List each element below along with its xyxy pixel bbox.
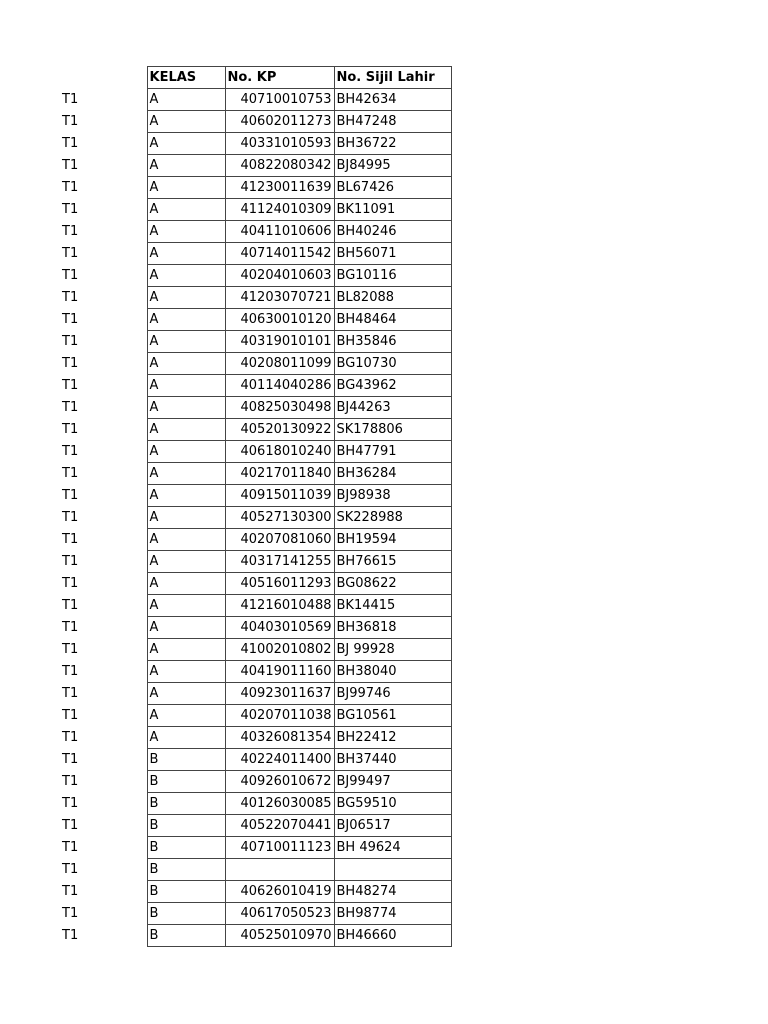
kelas-cell[interactable]: A (147, 89, 225, 111)
no-kp-cell[interactable]: 41216010488 (225, 595, 334, 617)
no-kp-cell[interactable]: 40516011293 (225, 573, 334, 595)
table-row (60, 463, 451, 485)
tingkatan-cell[interactable]: T1 (62, 906, 79, 921)
student-table (60, 66, 452, 947)
tingkatan-cell[interactable]: T1 (62, 312, 79, 327)
no-kp-cell[interactable]: 41002010802 (225, 639, 334, 661)
table-row (60, 353, 451, 375)
header-kelas[interactable]: KELAS (147, 67, 225, 89)
no-kp-cell[interactable]: 40714011542 (225, 243, 334, 265)
no-sijil-lahir-cell[interactable]: BH47248 (334, 111, 451, 133)
table-body (60, 67, 451, 947)
no-kp-cell[interactable]: 40923011637 (225, 683, 334, 705)
kelas-cell[interactable]: A (147, 111, 225, 133)
tingkatan-cell[interactable]: T1 (62, 818, 79, 833)
no-sijil-lahir-cell[interactable] (334, 859, 451, 881)
no-sijil-lahir-cell[interactable]: BG10730 (334, 353, 451, 375)
no-kp-cell[interactable]: 40326081354 (225, 727, 334, 749)
tingkatan-cell[interactable]: T1 (62, 642, 79, 657)
table-row (60, 595, 451, 617)
tingkatan-cell[interactable]: T1 (62, 620, 79, 635)
no-sijil-lahir-cell[interactable]: BG59510 (334, 793, 451, 815)
kelas-cell[interactable]: A (147, 485, 225, 507)
no-sijil-lahir-cell[interactable]: BH35846 (334, 331, 451, 353)
kelas-cell[interactable]: B (147, 903, 225, 925)
kelas-cell[interactable]: B (147, 815, 225, 837)
tingkatan-cell[interactable]: T1 (62, 422, 79, 437)
kelas-cell[interactable]: A (147, 727, 225, 749)
no-sijil-lahir-cell[interactable]: BG08622 (334, 573, 451, 595)
table-row (60, 419, 451, 441)
table-row (60, 265, 451, 287)
kelas-cell[interactable]: A (147, 683, 225, 705)
kelas-cell[interactable]: A (147, 617, 225, 639)
no-kp-cell[interactable]: 40114040286 (225, 375, 334, 397)
no-kp-cell[interactable]: 40317141255 (225, 551, 334, 573)
no-sijil-lahir-cell[interactable]: BH36818 (334, 617, 451, 639)
no-sijil-lahir-cell[interactable]: BH98774 (334, 903, 451, 925)
kelas-cell[interactable]: A (147, 551, 225, 573)
table-row (60, 683, 451, 705)
no-kp-cell[interactable]: 40522070441 (225, 815, 334, 837)
kelas-cell[interactable]: A (147, 375, 225, 397)
tingkatan-cell[interactable]: T1 (62, 356, 79, 371)
kelas-cell[interactable]: A (147, 331, 225, 353)
tingkatan-cell[interactable]: T1 (62, 752, 79, 767)
table-row (60, 771, 451, 793)
no-kp-cell[interactable]: 40411010606 (225, 221, 334, 243)
no-sijil-lahir-cell[interactable]: BJ99746 (334, 683, 451, 705)
kelas-cell[interactable]: A (147, 441, 225, 463)
table-row (60, 837, 451, 859)
no-sijil-lahir-cell[interactable]: BH48464 (334, 309, 451, 331)
no-sijil-lahir-cell[interactable]: BL82088 (334, 287, 451, 309)
tingkatan-cell[interactable]: T1 (62, 246, 79, 261)
kelas-cell[interactable]: A (147, 177, 225, 199)
no-kp-cell[interactable]: 40204010603 (225, 265, 334, 287)
no-sijil-lahir-cell[interactable]: BH42634 (334, 89, 451, 111)
tingkatan-cell[interactable]: T1 (62, 158, 79, 173)
table-row (60, 221, 451, 243)
kelas-cell[interactable]: A (147, 265, 225, 287)
kelas-cell[interactable]: A (147, 309, 225, 331)
table-row (60, 793, 451, 815)
table-row (60, 639, 451, 661)
no-kp-cell[interactable]: 40126030085 (225, 793, 334, 815)
no-sijil-lahir-cell[interactable]: BK14415 (334, 595, 451, 617)
tingkatan-cell[interactable]: T1 (62, 686, 79, 701)
table-row (60, 573, 451, 595)
tingkatan-cell[interactable]: T1 (62, 840, 79, 855)
tingkatan-cell[interactable]: T1 (62, 92, 79, 107)
no-sijil-lahir-cell[interactable]: BH 49624 (334, 837, 451, 859)
no-sijil-lahir-cell[interactable]: SK178806 (334, 419, 451, 441)
kelas-cell[interactable]: A (147, 705, 225, 727)
tingkatan-cell[interactable]: T1 (62, 114, 79, 129)
no-kp-cell[interactable]: 40403010569 (225, 617, 334, 639)
no-kp-cell[interactable]: 40208011099 (225, 353, 334, 375)
no-kp-cell[interactable] (225, 859, 334, 881)
no-kp-cell[interactable]: 40419011160 (225, 661, 334, 683)
no-sijil-lahir-cell[interactable]: BH19594 (334, 529, 451, 551)
no-sijil-lahir-cell[interactable]: BJ 99928 (334, 639, 451, 661)
no-sijil-lahir-cell[interactable]: BH48274 (334, 881, 451, 903)
kelas-cell[interactable]: B (147, 881, 225, 903)
kelas-cell[interactable]: A (147, 507, 225, 529)
tingkatan-cell[interactable]: T1 (62, 378, 79, 393)
tingkatan-cell[interactable]: T1 (62, 598, 79, 613)
kelas-cell[interactable]: B (147, 859, 225, 881)
kelas-cell[interactable]: A (147, 221, 225, 243)
no-kp-cell[interactable]: 40617050523 (225, 903, 334, 925)
no-kp-cell[interactable]: 40926010672 (225, 771, 334, 793)
no-sijil-lahir-cell[interactable]: BH47791 (334, 441, 451, 463)
table-row (60, 397, 451, 419)
no-kp-cell[interactable]: 40626010419 (225, 881, 334, 903)
kelas-cell[interactable]: A (147, 155, 225, 177)
no-sijil-lahir-cell[interactable]: BJ98938 (334, 485, 451, 507)
tingkatan-cell[interactable]: T1 (62, 928, 79, 943)
table-row (60, 551, 451, 573)
tingkatan-cell[interactable]: T1 (62, 466, 79, 481)
tingkatan-cell[interactable]: T1 (62, 268, 79, 283)
no-sijil-lahir-cell[interactable]: BL67426 (334, 177, 451, 199)
header-no-sijil-lahir[interactable]: No. Sijil Lahir (334, 67, 451, 89)
kelas-cell[interactable]: B (147, 925, 225, 947)
tingkatan-cell[interactable]: T1 (62, 136, 79, 151)
table-row (60, 287, 451, 309)
tingkatan-cell[interactable]: T1 (62, 224, 79, 239)
table-row (60, 859, 451, 881)
tingkatan-cell[interactable]: T1 (62, 884, 79, 899)
no-sijil-lahir-cell[interactable]: BK11091 (334, 199, 451, 221)
tingkatan-cell[interactable]: T1 (62, 334, 79, 349)
tingkatan-cell[interactable]: T1 (62, 708, 79, 723)
tingkatan-cell[interactable]: T1 (62, 400, 79, 415)
no-sijil-lahir-cell[interactable]: SK228988 (334, 507, 451, 529)
tingkatan-cell[interactable]: T1 (62, 774, 79, 789)
table-row (60, 727, 451, 749)
no-kp-cell[interactable]: 40207081060 (225, 529, 334, 551)
kelas-cell[interactable]: A (147, 397, 225, 419)
table-row (60, 155, 451, 177)
table-row (60, 881, 451, 903)
tingkatan-cell[interactable]: T1 (62, 730, 79, 745)
tingkatan-cell[interactable]: T1 (62, 488, 79, 503)
no-kp-cell[interactable]: 40527130300 (225, 507, 334, 529)
no-kp-cell[interactable]: 40630010120 (225, 309, 334, 331)
no-sijil-lahir-cell[interactable]: BH46660 (334, 925, 451, 947)
kelas-cell[interactable]: A (147, 463, 225, 485)
table-row (60, 705, 451, 727)
kelas-cell[interactable]: A (147, 133, 225, 155)
tingkatan-cell[interactable]: T1 (62, 554, 79, 569)
table-row (60, 199, 451, 221)
tingkatan-cell[interactable]: T1 (62, 796, 79, 811)
no-kp-cell[interactable]: 40224011400 (225, 749, 334, 771)
kelas-cell[interactable]: A (147, 419, 225, 441)
no-kp-cell[interactable]: 40217011840 (225, 463, 334, 485)
table-row (60, 661, 451, 683)
no-kp-cell[interactable]: 40602011273 (225, 111, 334, 133)
table-row (60, 749, 451, 771)
table-row (60, 111, 451, 133)
tingkatan-cell[interactable]: T1 (62, 664, 79, 679)
no-sijil-lahir-cell[interactable]: BG10116 (334, 265, 451, 287)
no-sijil-lahir-cell[interactable]: BJ44263 (334, 397, 451, 419)
no-sijil-lahir-cell[interactable]: BH22412 (334, 727, 451, 749)
no-kp-cell[interactable]: 40710010753 (225, 89, 334, 111)
no-sijil-lahir-cell[interactable]: BJ06517 (334, 815, 451, 837)
no-kp-cell[interactable]: 41230011639 (225, 177, 334, 199)
kelas-cell[interactable]: A (147, 287, 225, 309)
kelas-cell[interactable]: A (147, 595, 225, 617)
no-sijil-lahir-cell[interactable]: BH56071 (334, 243, 451, 265)
table-row (60, 925, 451, 947)
no-sijil-lahir-cell[interactable]: BH40246 (334, 221, 451, 243)
kelas-cell[interactable]: B (147, 749, 225, 771)
table-row (60, 529, 451, 551)
table-row (60, 133, 451, 155)
no-kp-cell[interactable]: 41203070721 (225, 287, 334, 309)
table-row (60, 375, 451, 397)
no-sijil-lahir-cell[interactable]: BJ99497 (334, 771, 451, 793)
header-no-kp[interactable]: No. KP (225, 67, 334, 89)
kelas-cell[interactable]: A (147, 573, 225, 595)
no-kp-cell[interactable]: 40207011038 (225, 705, 334, 727)
kelas-cell[interactable]: A (147, 199, 225, 221)
no-sijil-lahir-cell[interactable]: BH36284 (334, 463, 451, 485)
table-row (60, 331, 451, 353)
no-kp-cell[interactable]: 40319010101 (225, 331, 334, 353)
kelas-cell[interactable]: B (147, 771, 225, 793)
no-sijil-lahir-cell[interactable]: BG10561 (334, 705, 451, 727)
no-sijil-lahir-cell[interactable]: BH37440 (334, 749, 451, 771)
kelas-cell[interactable]: B (147, 837, 225, 859)
no-kp-cell[interactable]: 40825030498 (225, 397, 334, 419)
tingkatan-cell[interactable]: T1 (62, 290, 79, 305)
table-row (60, 243, 451, 265)
no-sijil-lahir-cell[interactable]: BH76615 (334, 551, 451, 573)
tingkatan-cell[interactable]: T1 (62, 532, 79, 547)
kelas-cell[interactable]: B (147, 793, 225, 815)
table-row (60, 441, 451, 463)
no-kp-cell[interactable]: 40618010240 (225, 441, 334, 463)
no-kp-cell[interactable]: 40520130922 (225, 419, 334, 441)
no-kp-cell[interactable]: 40915011039 (225, 485, 334, 507)
kelas-cell[interactable]: A (147, 353, 225, 375)
tingkatan-cell[interactable]: T1 (62, 862, 79, 877)
table-row (60, 177, 451, 199)
table-row (60, 89, 451, 111)
no-kp-cell[interactable]: 40525010970 (225, 925, 334, 947)
tingkatan-cell[interactable]: T1 (62, 202, 79, 217)
no-kp-cell[interactable]: 40822080342 (225, 155, 334, 177)
table-row (60, 815, 451, 837)
tingkatan-cell[interactable]: T1 (62, 510, 79, 525)
tingkatan-cell[interactable]: T1 (62, 576, 79, 591)
kelas-cell[interactable]: A (147, 243, 225, 265)
no-sijil-lahir-cell[interactable]: BH38040 (334, 661, 451, 683)
no-sijil-lahir-cell[interactable]: BJ84995 (334, 155, 451, 177)
table-row (60, 507, 451, 529)
table-row (60, 903, 451, 925)
kelas-cell[interactable]: A (147, 661, 225, 683)
table-header-row (60, 67, 451, 89)
table-row (60, 309, 451, 331)
no-kp-cell[interactable]: 40710011123 (225, 837, 334, 859)
no-kp-cell[interactable]: 41124010309 (225, 199, 334, 221)
no-kp-cell[interactable]: 40331010593 (225, 133, 334, 155)
no-sijil-lahir-cell[interactable]: BH36722 (334, 133, 451, 155)
kelas-cell[interactable]: A (147, 639, 225, 661)
header-blank-cell[interactable] (60, 67, 147, 89)
table-row (60, 485, 451, 507)
no-sijil-lahir-cell[interactable]: BG43962 (334, 375, 451, 397)
table-row (60, 617, 451, 639)
kelas-cell[interactable]: A (147, 529, 225, 551)
tingkatan-cell[interactable]: T1 (62, 444, 79, 459)
tingkatan-cell[interactable]: T1 (62, 180, 79, 195)
